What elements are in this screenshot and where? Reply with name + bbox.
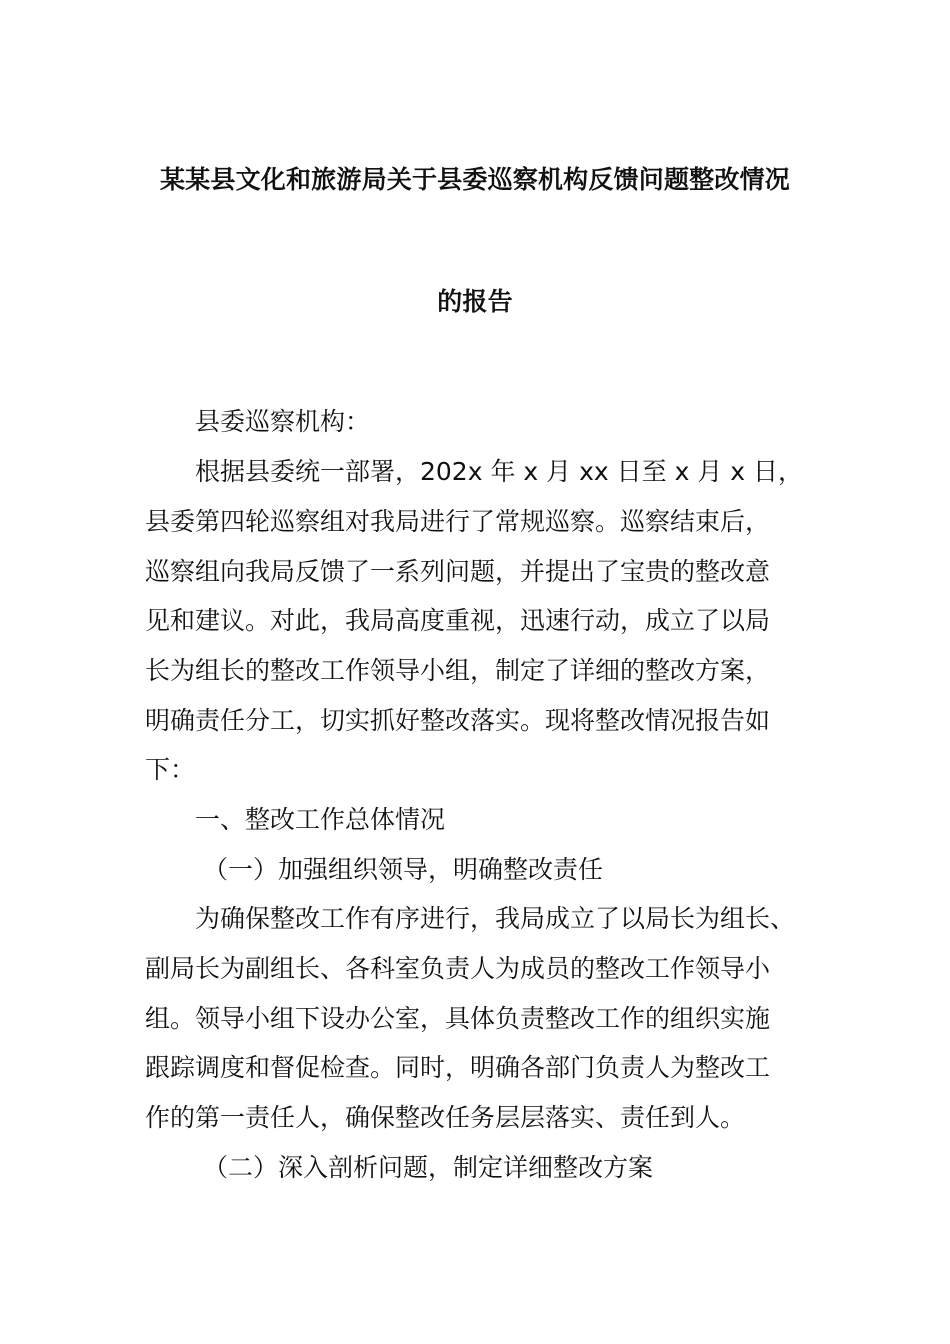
subsection-1-line-3: 组。领导小组下设办公室，具体负责整改工作的组织实施 <box>145 1004 771 1033</box>
intro-line-4: 见和建议。对此，我局高度重视，迅速行动，成立了以局 <box>145 606 771 635</box>
intro-line-3: 巡察组向我局反馈了一系列问题，并提出了宝贵的整改意 <box>145 557 771 586</box>
document-title-line-2: 的报告 <box>437 287 513 316</box>
intro-line-5: 长为组长的整改工作领导小组，制定了详细的整改方案， <box>145 656 771 685</box>
document-title-line-1: 某某县文化和旅游局关于县委巡察机构反馈问题整改情况 <box>159 165 790 194</box>
intro-line-6: 明确责任分工，切实抓好整改落实。现将整改情况报告如 <box>145 706 771 735</box>
subsection-1-line-1: 为确保整改工作有序进行，我局成立了以局长为组长、 <box>195 904 796 933</box>
subsection-1-line-5: 作的第一责任人，确保整改任务层层落实、责任到人。 <box>145 1103 746 1132</box>
subsection-1-line-2: 副局长为副组长、各科室负责人为成员的整改工作领导小 <box>145 954 771 983</box>
salutation: 县委巡察机构： <box>195 407 371 436</box>
intro-line-7: 下： <box>145 755 196 784</box>
subsection-1-line-4: 跟踪调度和督促检查。同时，明确各部门负责人为整改工 <box>145 1053 771 1082</box>
section-1-heading: 一、整改工作总体情况 <box>195 805 446 834</box>
intro-line-1: 根据县委统一部署，202x 年 x 月 xx 日至 x 月 x 日， <box>195 457 804 486</box>
subsection-1-heading: （一）加强组织领导，明确整改责任 <box>203 855 604 884</box>
subsection-2-heading: （二）深入剖析问题，制定详细整改方案 <box>203 1153 654 1182</box>
intro-line-2: 县委第四轮巡察组对我局进行了常规巡察。巡察结束后， <box>145 507 771 536</box>
